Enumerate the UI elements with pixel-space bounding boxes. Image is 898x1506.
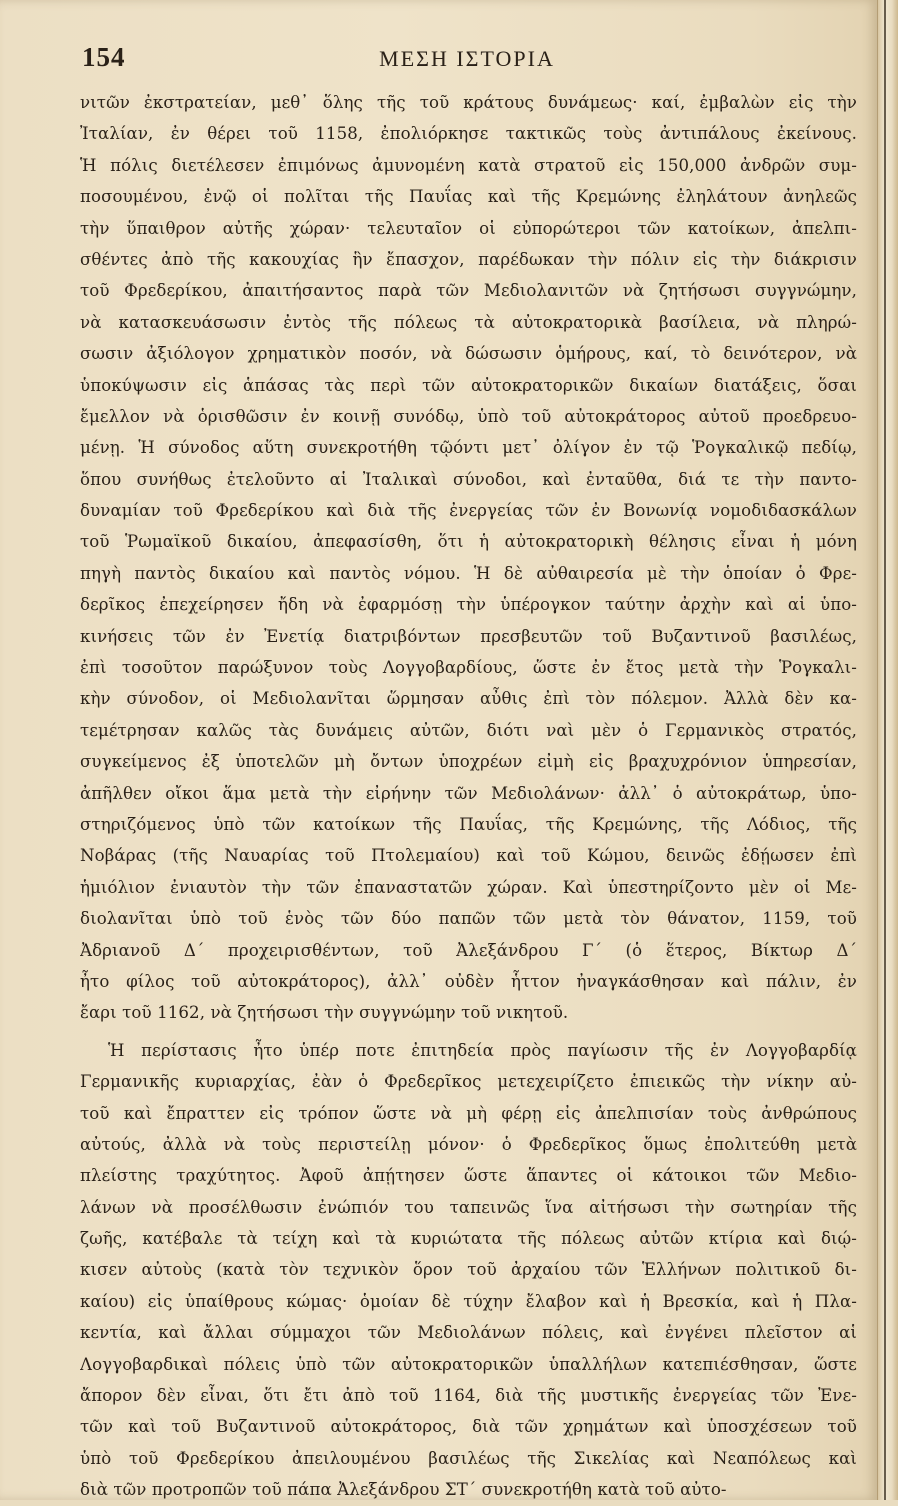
text-line: δυναμίαν τοῦ Φρεδερίκου καὶ διὰ τῆς ἐνεργείας τῶν ἐν Βονωνίᾳ νομοδιδασκάλων (80, 501, 857, 521)
running-title: ΜΕΣΗ ΙΣΤΟΡΙΑ (379, 46, 555, 71)
page-edge (877, 0, 898, 1500)
body-text (80, 87, 857, 1506)
text-line: δερῖκος ἐπεχείρησεν ἤδη νὰ ἐφαρμόσῃ τὴν ὑπέρογκον ταύτην ἀρχὴν καὶ αἱ ὑπο- (80, 595, 857, 615)
text-line: κεντία, καὶ ἄλλαι σύμμαχοι τῶν Μεδιολάνων πόλεις, καὶ ἐνγένει πλεῖστον αἱ (80, 1323, 857, 1343)
page-number: 154 (82, 42, 126, 72)
text-line: ἔαρι τοῦ 1162, νὰ ζητήσωσι τὴν συγγνώμην τοῦ νικητοῦ. (80, 1003, 569, 1023)
text-line: διολανῖται ὑπὸ τοῦ ἑνὸς τῶν δύο παπῶν τῶν μετὰ τὸν θάνατον, 1159, τοῦ (80, 909, 857, 929)
text-line: ὅπου συνήθως ἐτελοῦντο αἱ Ἰταλικαὶ σύνοδοι, καὶ ἐνταῦθα, διά τε τὴν παντο- (80, 469, 857, 489)
text-line: ἦτο φίλος τοῦ αὐτοκράτορος), ἀλλ᾽ οὐδὲν ἧττον ἠναγκάσθησαν καὶ πάλιν, ἐν (80, 971, 857, 991)
text-line: σωσιν ἀξιόλογον χρηματικὸν ποσόν, νὰ δώσωσιν ὁμήρους, καί, τὸ δεινότερον, νὰ (80, 344, 857, 364)
text-line: ζωῆς, κατέβαλε τὰ τείχη καὶ τὰ κυριώτατα τῆς πόλεως αὐτῶν κτίρια καὶ διῴ- (80, 1229, 857, 1249)
text-line: ἄπορον δὲν εἶναι, ὅτι ἔτι ἀπὸ τοῦ 1164, διὰ τῆς μυστικῆς ἐνεργείας τῶν Ἐνε- (80, 1386, 857, 1406)
text-line: διὰ τῶν προτροπῶν τοῦ πάπα Ἀλεξάνδρου ΣΤ΄ συνεκροτήθη κατὰ τοῦ αὐτο- (80, 1480, 727, 1500)
text-line: τοῦ Ῥωμαϊκοῦ δικαίου, ἀπεφασίσθη, ὅτι ἡ αὐτοκρατορικὴ θέλησις εἶναι ἡ μόνη (80, 532, 857, 552)
text-line: πλείστης τραχύτητος. Ἀφοῦ ἀπῄτησεν ὥστε ἅπαντες οἱ κάτοικοι τῶν Μεδιο- (80, 1166, 857, 1186)
text-line: τὴν ὕπαιθρον αὐτῆς χώραν· τελευταῖον οἱ εὐπορώτεροι τῶν κατοίκων, ἀπελπι- (80, 218, 857, 238)
text-line: ἀπῆλθεν οἴκοι ἅμα μετὰ τὴν εἰρήνην τῶν Μεδιολάνων· ἀλλ᾽ ὁ αὐτοκράτωρ, ὑπο- (80, 783, 857, 803)
text-line: καίου) εἰς ὑπαίθρους κώμας· ὁμοίαν δὲ τύχην ἔλαβον καὶ ἡ Βρεσκία, καὶ ἡ Πλα- (80, 1291, 857, 1311)
text-line: νιτῶν ἐκστρατείαν, μεθ᾽ ὅλης τῆς τοῦ κράτους δυνάμεως· καί, ἐμβαλὼν εἰς τὴν (80, 93, 857, 112)
paragraph-1 (80, 87, 857, 1029)
text-line: συγκείμενος ἐξ ὑποτελῶν μὴ ὄντων ὑποχρέων εἰμὴ εἰς βραχυχρόνιον ὑπηρεσίαν, (80, 752, 857, 772)
text-line: Ἰταλίαν, ἐν θέρει τοῦ 1158, ἐπολιόρκησε τακτικῶς τοὺς ἀντιπάλους ἐκείνους. (80, 124, 857, 144)
text-line: νὰ κατασκευάσωσιν ἐντὸς τῆς πόλεως τὰ αὐτοκρατορικὰ βασίλεια, νὰ πληρώ- (80, 312, 857, 332)
text-line: ὑπὸ τοῦ Φρεδερίκου ἀπειλουμένου βασιλέως τῆς Σικελίας καὶ Νεαπόλεως καὶ (80, 1448, 857, 1468)
text-line: τοῦ Φρεδερίκου, ἀπαιτήσαντος παρὰ τῶν Μεδιολανιτῶν νὰ ζητήσωσι συγγνώμην, (80, 281, 857, 301)
paragraph-2 (80, 1035, 857, 1506)
text-line: τεμέτρησαν καλῶς τὰς δυνάμεις αὐτῶν, διότι ναὶ μὲν ὁ Γερμανικὸς στρατός, (80, 720, 857, 740)
text-line: ποσουμένου, ἐνῷ οἱ πολῖται τῆς Παυΐας καὶ τῆς Κρεμώνης ἐληλάτουν ἀνηλεῶς (80, 187, 857, 207)
text-line: κισεν αὐτοὺς (κατὰ τὸν τεχνικὸν ὅρον τοῦ ἀρχαίου τῶν Ἑλλήνων πολιτικοῦ δι- (80, 1260, 857, 1280)
text-line: κινήσεις τῶν ἐν Ἐνετίᾳ διατριβόντων πρεσβευτῶν τοῦ Βυζαντινοῦ βασιλέως, (80, 626, 857, 646)
text-line: Λογγοβαρδικαὶ πόλεις ὑπὸ τῶν αὐτοκρατορικῶν ὑπαλλήλων κατεπιέσθησαν, ὥστε (80, 1354, 857, 1374)
text-line: Γερμανικῆς κυριαρχίας, ἐὰν ὁ Φρεδερῖκος μετεχειρίζετο ἐπιεικῶς τὴν νίκην αὐ- (80, 1072, 857, 1092)
text-line: ἐπὶ τοσοῦτον παρώξυνον τοὺς Λογγοβαρδίους, ὥστε ἐν ἔτος μετὰ τὴν Ῥογκαλι- (80, 658, 857, 678)
text-line: αὐτούς, ἀλλὰ νὰ τοὺς περιστείλῃ μόνον· ὁ Φρεδερῖκος ὅμως ἐπολιτεύθη μετὰ (80, 1134, 857, 1154)
text-line: πηγὴ παντὸς δικαίου καὶ παντὸς νόμου. Ἡ δὲ αὐθαιρεσία μὲ τὴν ὁποίαν ὁ Φρε- (80, 563, 857, 583)
binding-line (884, 0, 886, 1500)
text-line: τοῦ καὶ ἔπραττεν εἰς τρόπον ὥστε νὰ μὴ φέρῃ εἰς ἀπελπισίαν τοὺς ἀνθρώπους (80, 1103, 857, 1123)
text-line: ἔμελλον νὰ ὁρισθῶσιν ἐν κοινῇ συνόδῳ, ὑπὸ τοῦ αὐτοκράτορος αὐτοῦ προεδρευο- (80, 406, 857, 426)
text-line: λάνων νὰ προσέλθωσιν ἐνώπιόν του ταπεινῶς ἵνα αἰτήσωσι τὴν σωτηρίαν τῆς (80, 1197, 857, 1217)
text-line: κὴν σύνοδον, οἱ Μεδιολανῖται ὥρμησαν αὖθις ἐπὶ τὸν πόλεμον. Ἀλλὰ δὲν κα- (80, 689, 857, 709)
text-line: Ἡ πόλις διετέλεσεν ἐπιμόνως ἀμυνομένη κατὰ στρατοῦ εἰς 150,000 ἀνδρῶν συμ- (80, 155, 857, 175)
text-line: Ἀδριανοῦ Δ΄ προχειρισθέντων, τοῦ Ἀλεξάνδρου Γ΄ (ὁ ἕτερος, Βίκτωρ Δ΄ (80, 940, 857, 960)
text-line: μένῃ. Ἡ σύνοδος αὕτη συνεκροτήθη τῷόντι μετ᾽ ὀλίγον ἐν τῷ Ῥογκαλικῷ πεδίῳ, (80, 438, 857, 458)
text-line: ὑποκύψωσιν εἰς ἁπάσας τὰς περὶ τῶν αὐτοκρατορικῶν δικαίων διατάξεις, ὅσαι (80, 375, 857, 395)
text-line: τῶν καὶ τοῦ Βυζαντινοῦ αὐτοκράτορος, διὰ τῶν χρημάτων καὶ ὑποσχέσεων τοῦ (80, 1417, 857, 1437)
text-line: Νοβάρας (τῆς Ναυαρίας τοῦ Πτολεμαίου) καὶ τοῦ Κώμου, δεινῶς ἐδῄωσεν ἐπὶ (80, 846, 857, 866)
text-line: Ἡ περίστασις ἦτο ὑπέρ ποτε ἐπιτηδεία πρὸς παγίωσιν τῆς ἐν Λογγοβαρδίᾳ (108, 1040, 857, 1060)
text-line: ἡμιόλιον ἐνιαυτὸν τὴν τῶν ἐπαναστατῶν χώραν. Καὶ ὑπεστηρίζοντο μὲν οἱ Με- (80, 877, 857, 897)
page-header (82, 42, 852, 78)
text-line: σθέντες ἀπὸ τῆς κακουχίας ἣν ἔπασχον, παρέδωκαν τὴν πόλιν εἰς τὴν διάκρισιν (80, 249, 857, 269)
text-line: στηριζόμενος ὑπὸ τῶν κατοίκων τῆς Παυΐας, τῆς Κρεμώνης, τῆς Λόδιος, τῆς (80, 814, 857, 834)
